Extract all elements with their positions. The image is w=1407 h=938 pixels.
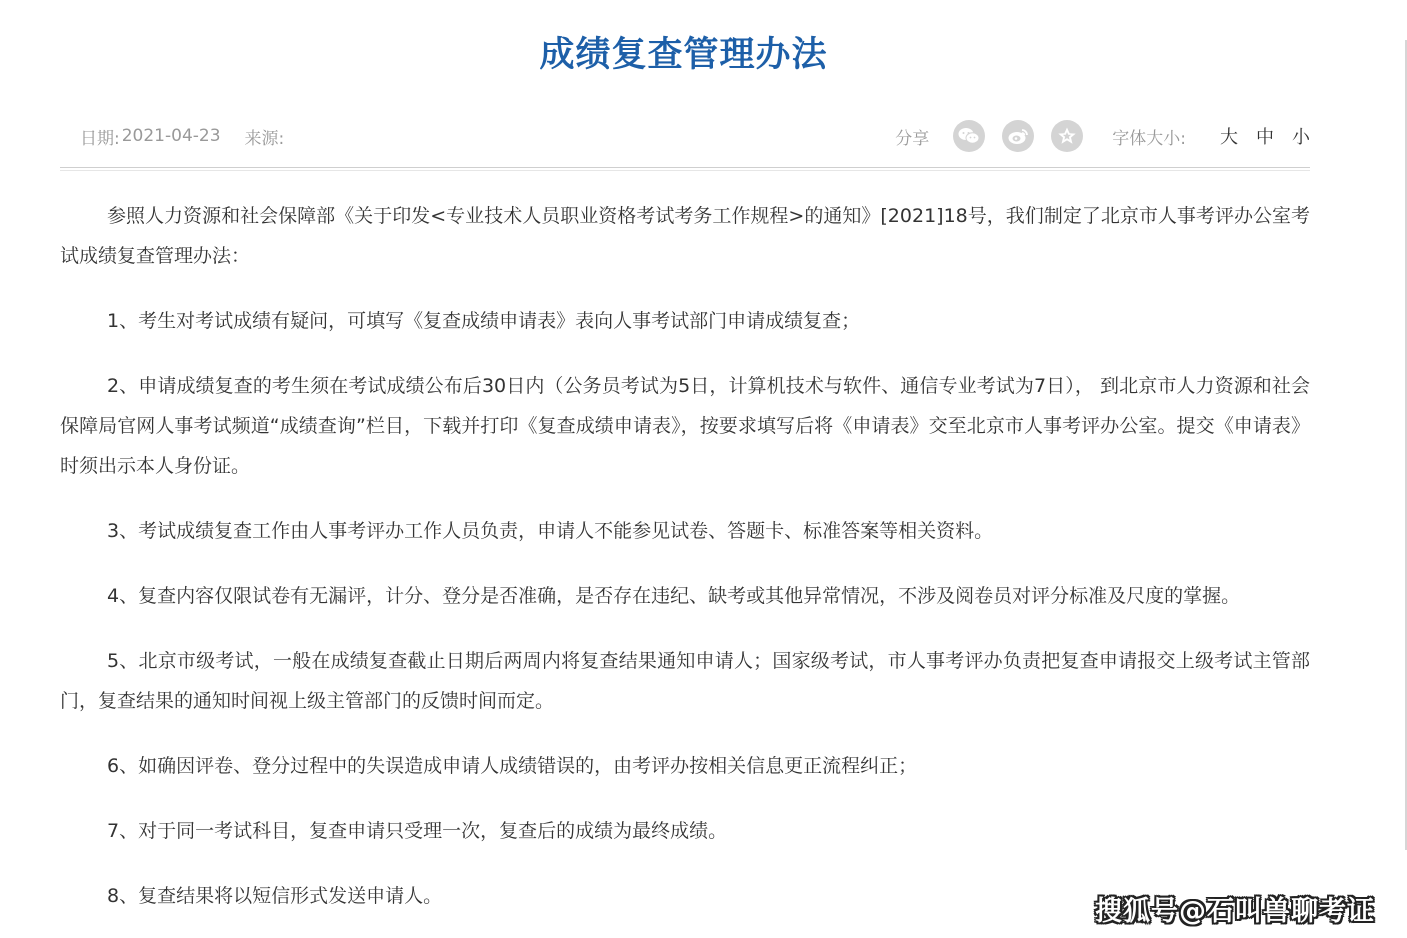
wechat-icon[interactable]	[953, 120, 985, 152]
body-paragraph: 8、复查结果将以短信形式发送申请人。	[107, 885, 443, 907]
body-paragraph: 3、考试成绩复查工作由人事考评办工作人员负责，申请人不能参见试卷、答题卡、标准答案等相关资料。	[107, 520, 994, 542]
font-size-small-button[interactable]: 小	[1292, 127, 1310, 148]
weibo-icon[interactable]	[1002, 120, 1034, 152]
body-paragraph: 2、申请成绩复查的考生须在考试成绩公布后30日内（公务员考试为5日，计算机技术与软件、通信专业考试为7日）， 到北京市人力资源和社会保障局官网人事考试频道“成绩查询”栏目，下载并打印《复查成绩申请表》，按要求填写后将《申请表》交至北京市人事考评办公室。提交《申请表》时须出示本人身份证。	[60, 375, 1310, 477]
font-size-medium-button[interactable]: 中	[1256, 127, 1274, 148]
body-paragraph: 4、复查内容仅限试卷有无漏评，计分、登分是否准确，是否存在违纪、缺考或其他异常情况，不涉及阅卷员对评分标准及尺度的掌握。	[107, 585, 1241, 607]
date-label: 日期:	[80, 128, 120, 149]
article-meta-bar	[60, 118, 1310, 154]
favorite-star-icon[interactable]	[1051, 120, 1083, 152]
body-paragraph: 参照人力资源和社会保障部《关于印发<专业技术人员职业资格考试考务工作规程>的通知》[2021]18号，我们制定了北京市人事考评办公室考试成绩复查管理办法：	[60, 205, 1310, 267]
publish-date: 2021-04-23	[121, 126, 221, 146]
article-body	[60, 196, 1310, 938]
source-label: 来源:	[244, 128, 285, 149]
share-label: 分享	[895, 128, 930, 149]
sohu-watermark: 搜狐号@石叫兽聊考证	[1095, 896, 1375, 927]
body-paragraph: 5、北京市级考试，一般在成绩复查截止日期后两周内将复查结果通知申请人；国家级考试，市人事考评办负责把复查申请报交上级考试主管部门，复查结果的通知时间视上级主管部门的反馈时间而定。	[60, 650, 1310, 712]
font-size-label: 字体大小:	[1112, 128, 1186, 149]
font-size-large-button[interactable]: 大	[1220, 127, 1238, 148]
page-title: 成绩复查管理办法	[539, 35, 828, 76]
body-paragraph: 7、对于同一考试科目，复查申请只受理一次，复查后的成绩为最终成绩。	[107, 820, 728, 842]
header-divider	[60, 167, 1310, 171]
body-paragraph: 1、考生对考试成绩有疑问，可填写《复查成绩申请表》表向人事考试部门申请成绩复查；	[107, 310, 861, 332]
body-paragraph: 6、如确因评卷、登分过程中的失误造成申请人成绩错误的，由考评办按相关信息更正流程纠正；	[107, 755, 918, 777]
